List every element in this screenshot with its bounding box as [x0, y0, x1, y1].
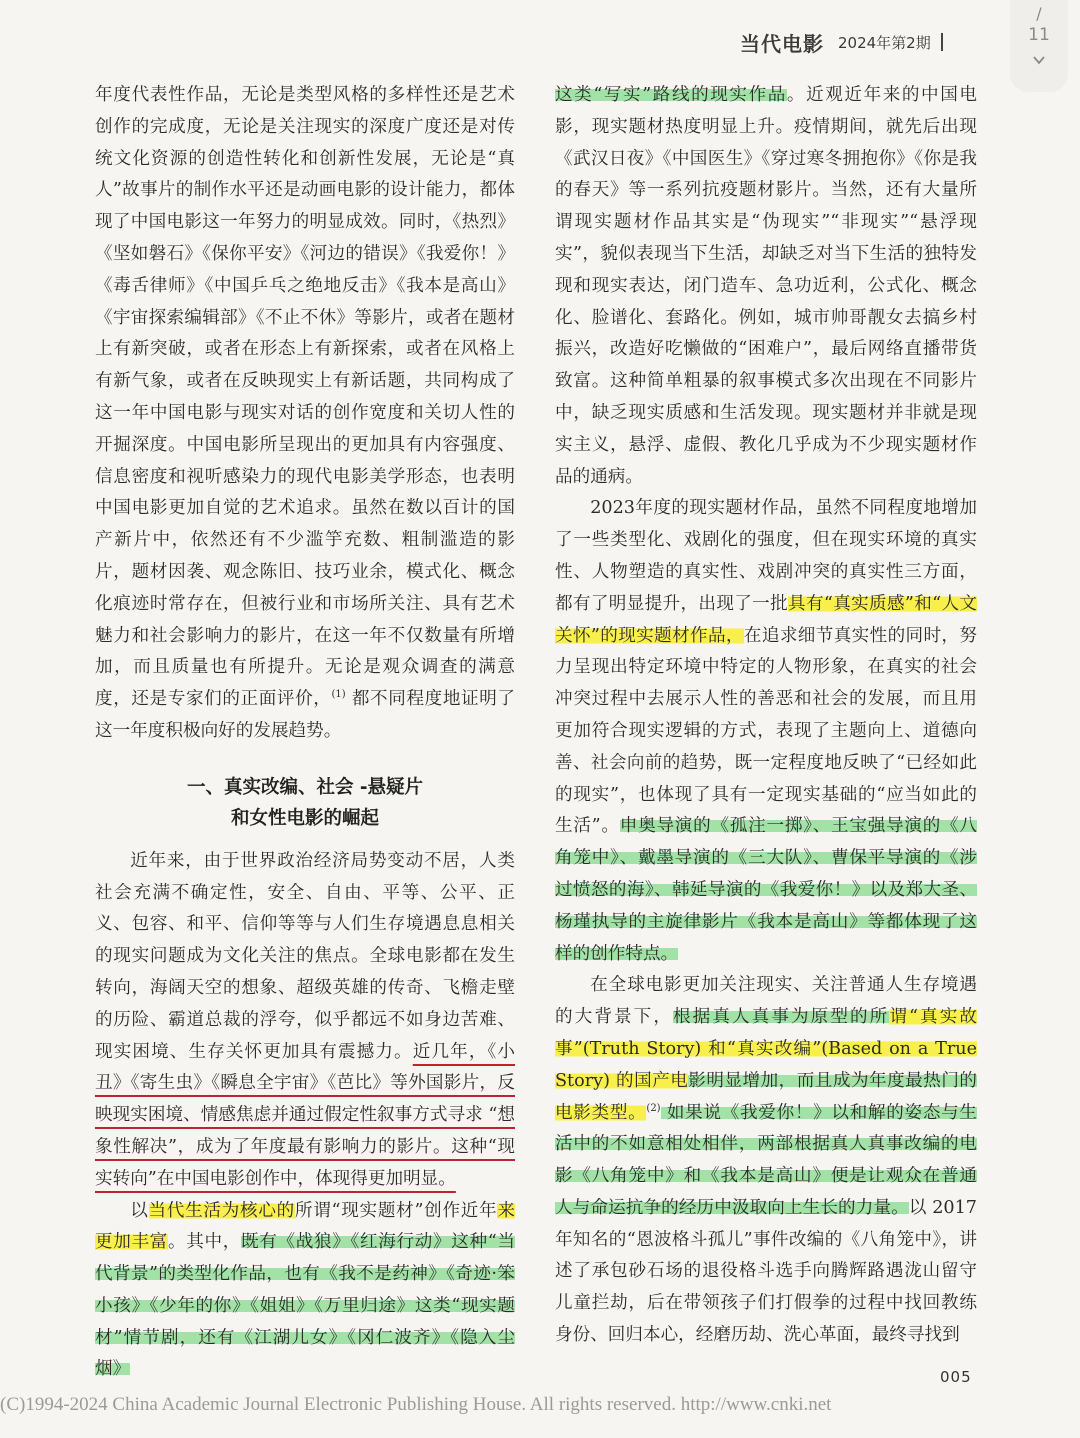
yellow-highlight: 具有“真实质感”和“人文关怀”的现实题材作品，: [555, 593, 977, 646]
section-heading-line: 一、真实改编、社会 -悬疑片: [186, 776, 424, 798]
chevron-down-icon[interactable]: [1032, 53, 1046, 67]
paragraph-text: 都不同程度地证明了这一年度积极向好的发展趋势。: [95, 689, 515, 741]
paragraph-text: 年度代表性作品，无论是类型风格的多样性还是艺术创作的完成度，无论是关注现实的深度广度还是对传统文化资源的创造性转化和创新性发展，无论是“真人”故事片的制作水平还是动画电影的设计能力，都体现了中国电影这一年努力的明显成效。同时，《热烈》《坚如磐石》《保你平安》《河边的错误》《我爱你！》《毒舌律师》《中国乒乓之绝地反击》《我本是高山》《宇宙探索编辑部》《不止不休》等影片，或者在题材上有新突破，或者在形态上有新探索，或者在风格上有新气象，或者在反映现实上有新话题，共同构成了这一年中国电影与现实对话的创作宽度和关切人性的开掘深度。中国电影所呈现出的更加具有内容强度、信息密度和视听感染力的现代电影美学形态，也表明中国电影更加自觉的艺术追求。虽然在数以百计的国产新片中，依然还有不少滥竽充数、粗制滥造的影片，题材因袭、观念陈旧、技巧业余，模式化、概念化痕迹时常存在，但被行业和市场所关注、具有艺术魅力和社会影响力的影片，在这一年不仅数量有所增加，而且质量也有所提升。无论是观众调查的满意度，还是专家们的正面评价，: [95, 85, 515, 710]
page-number: 005: [940, 1368, 972, 1386]
right-column: [555, 80, 977, 1352]
paragraph: [95, 80, 515, 748]
green-highlight: 申奥导演的《孤注一掷》、王宝强导演的《八角笼中》、戴墨导演的《三大队》、曹保平导演的《涉过愤怒的海》、韩延导演的《我爱你！》以及郑大圣、杨瑾执导的主旋律影片《我本是高山》等都体现了这样的创作特点。: [555, 816, 978, 964]
green-highlight: 既有《战狼》《红海行动》这种“当代背景”的类型化作品，也有《我不是药神》《奇迹·笨小孩》《少年的你》《姐姐》《万里归途》这类“现实题材”情节剧，还有《江湖儿女》《冈仁波齐》《隐入尘烟》: [95, 1232, 515, 1380]
page-navigator[interactable]: [1010, 0, 1068, 92]
yellow-highlight: 当代生活为核心的: [148, 1200, 295, 1221]
yellow-highlight: 谓“真实故事”(Truth Story) 和“真实改编”(Based on a True Story) 的国产电: [555, 1007, 977, 1091]
page-header: [740, 22, 943, 62]
red-underline-annotation: 近几年，《小丑》《寄生虫》《瞬息全宇宙》《芭比》等外国影片，反映现实困境、情感焦虑并通过假定性叙事方式寻求 “想象性解决”，成为了年度最有影响力的影片。这种“现实转向”在中国电影创作中，体现得更加明显。: [95, 1041, 515, 1189]
paragraph-text: 以 2017年知名的“恩波格斗孤儿”事件改编的《八角笼中》，讲述了承包砂石场的退役格斗选手向腾辉路遇泷山留守儿童拦劫，后在带领孩子们打假拳的过程中找回教练身份、回归本心，经磨历劫、洗心革面，最终寻找到: [555, 1197, 977, 1346]
paragraph-text: 创作近年: [423, 1200, 498, 1221]
paragraph: [555, 493, 977, 970]
green-highlight: 影明显增加，而且成为年度最热门的: [688, 1070, 977, 1091]
paragraph: [555, 970, 977, 1352]
section-heading: [95, 772, 515, 834]
paragraph-text: 在全球电影更加关注现实、关注普通人生存境遇的大背景下，: [555, 975, 977, 1028]
section-heading-line: 和女性电影的崛起: [230, 807, 379, 829]
paragraph: [95, 846, 515, 1196]
paragraph-text: 在追求细节真实性的同时，努力呈现出特定环境中特定的人物形象，在真实的社会冲突过程中去展示人性的善恶和社会的发展，而且用更加符合现实逻辑的方式，表现了主题向上、道德向善、社会向前的趋势，既一定程度地反映了“已经如此的现实”，也体现了具有一定现实基础的“应当如此的生活”。: [555, 625, 977, 837]
header-divider: [941, 33, 943, 51]
left-column: [95, 80, 515, 1386]
footnote-ref[interactable]: (2): [646, 1102, 661, 1114]
paragraph-text: 2023年度的现实题材作品，虽然不同程度地增加了一些类型化、戏剧化的强度，但在现实环境的真实性、人物塑造的真实性、戏剧冲突的真实性三方面，都有了明显提升，出现了一批: [555, 498, 977, 614]
paragraph-text: 以: [130, 1200, 149, 1221]
yellow-highlight: 电影类型。: [555, 1102, 647, 1123]
green-highlight: 如果说《我爱你！》以和解的姿态与生活中的不如意相处相伴，两部根据真人真事改编的电影《八角笼中》和《我本是高山》便是让观众在普通人与命运抗争的经历中汲取向上生长的力量。: [555, 1102, 977, 1218]
paragraph-text: 所谓“现实题材”: [294, 1200, 424, 1221]
paragraph-text: 。其中，: [168, 1232, 242, 1253]
paragraph-text: 近年来，由于世界政治经济局势变动不居，人类社会充满不确定性，安全、自由、平等、公平、正义、包容、和平、信仰等等与人们生存境遇息息相关的现实问题成为文化关注的焦点。全球电影都在发生转向，海阔天空的想象、超级英雄的传奇、飞檐走壁的历险、霸道总裁的浮夸，似乎都远不如身边苦难、现实困境、生存关怀更加具有震撼力。: [95, 850, 515, 1062]
copyright-notice: (C)1994-2024 China Academic Journal Electronic Publishing House. All rights reserved. http://www.cnki.net: [0, 1394, 832, 1415]
footnote-ref[interactable]: (1): [331, 689, 346, 701]
green-highlight: 这类“写实”路线的现实作品: [555, 85, 787, 105]
paragraph-text: 。近观近年来的中国电影，现实题材热度明显上升。疫情期间，就先后出现《武汉日夜》《中国医生》《穿过寒冬拥抱你》《你是我的春天》等一系列抗疫题材影片。当然，还有大量所谓现实题材作品其实是“伪现实”“非现实”“悬浮现实”，貌似表现当下生活，却缺乏对当下生活的独特发现和现实表达，闭门造车、急功近利，公式化、概念化、脸谱化、套路化。例如，城市帅哥靓女去搞乡村振兴，改造好吃懒做的“困难户”，最后网络直播带货致富。这种简单粗暴的叙事模式多次出现在不同影片中，缺乏现实质感和生活发现。现实题材并非就是现实主义，悬浮、虚假、教化几乎成为不少现实题材作品的通病。: [555, 85, 977, 487]
journal-title: 当代电影: [740, 31, 824, 56]
yellow-highlight: 来更加丰富: [95, 1200, 515, 1253]
paragraph: [555, 80, 977, 493]
paragraph: [95, 1196, 515, 1387]
pager-separator: /: [1036, 4, 1042, 23]
journal-issue: 2024年第2期: [838, 33, 931, 52]
pager-total-pages: 11: [1028, 25, 1050, 45]
green-highlight: 根据真人真事为原型的所: [673, 1007, 890, 1028]
